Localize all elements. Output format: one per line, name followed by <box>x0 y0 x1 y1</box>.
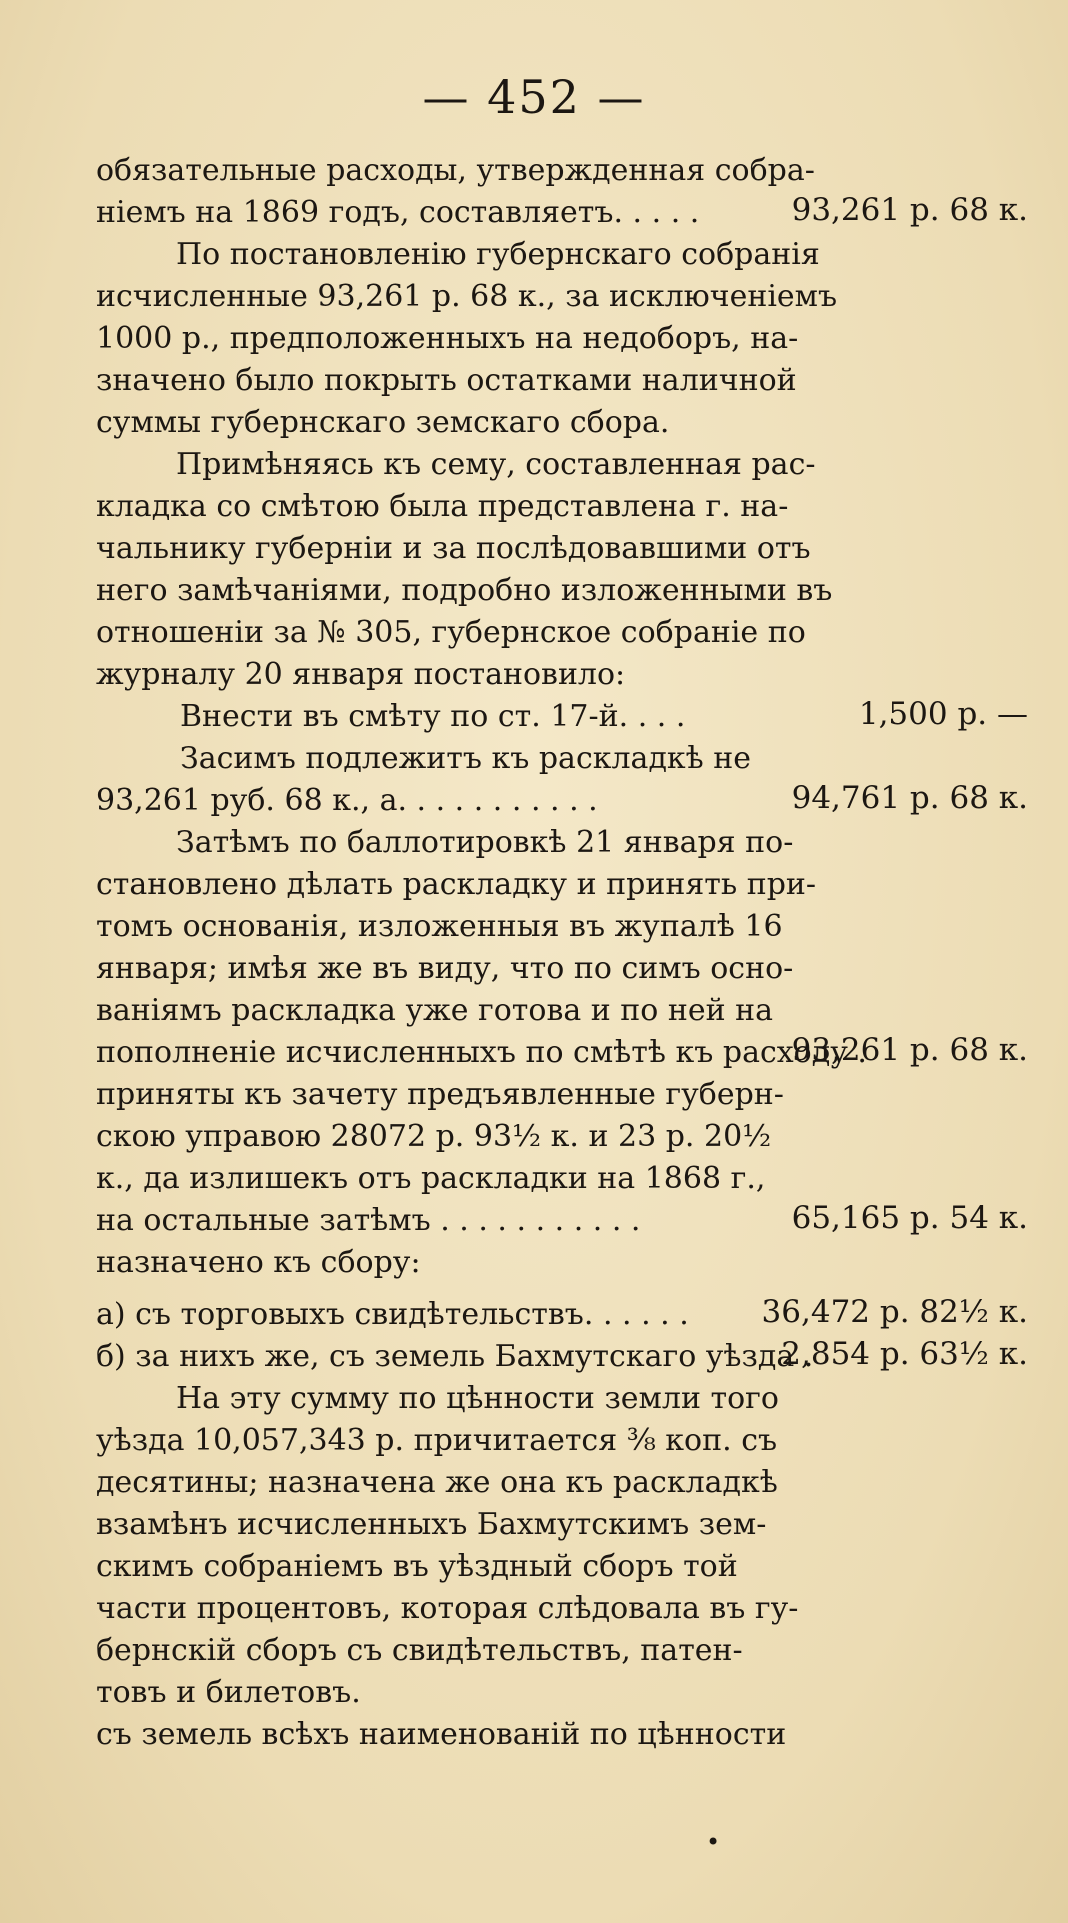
text-line: взамѣнъ исчисленныхъ Бахмутскимъ зем- <box>96 1507 767 1542</box>
text-line: съ земель всѣхъ наименованій по цѣнности <box>96 1717 787 1752</box>
text-line: приняты къ зачету предъявленные губерн- <box>96 1077 784 1112</box>
page-number: — 452 — <box>422 70 646 124</box>
text-line: пополненіе исчисленныхъ по смѣтѣ къ расходу . <box>96 1035 867 1070</box>
text-line: бернскій сборъ съ свидѣтельствъ, патен- <box>96 1633 743 1668</box>
text-line: к., да излишекъ отъ раскладки на 1868 г., <box>96 1161 766 1196</box>
text-line: 93,261 руб. 68 к., а. . . . . . . . . . . <box>96 783 598 818</box>
text-line: а) съ торговыхъ свидѣтельствъ. . . . . . <box>96 1297 689 1332</box>
text-line: десятины; назначена же она къ раскладкѣ <box>96 1465 778 1500</box>
text-line: на остальные затѣмъ . . . . . . . . . . . <box>96 1203 641 1238</box>
text-line: журналу 20 января постановило: <box>96 657 626 692</box>
text-line: томъ основанія, изложенныя въ жупалѣ 16 <box>96 909 783 944</box>
text-line: По постановленію губернскаго собранія <box>176 237 820 272</box>
text-line: уѣзда 10,057,343 р. причитается ⅜ коп. съ <box>96 1423 778 1458</box>
text-line: товъ и билетовъ. <box>96 1675 361 1710</box>
text-line: 1000 р., предположенныхъ на недоборъ, на- <box>96 321 799 356</box>
amount-value: 93,261 р. 68 к. <box>791 1032 1028 1068</box>
amount-value: 36,472 р. 82½ к. <box>761 1294 1028 1330</box>
body-text <box>96 150 867 1756</box>
text-line: ніемъ на 1869 годъ, составляетъ. . . . . <box>96 195 700 230</box>
text-line: Затѣмъ по баллотировкѣ 21 января по- <box>176 825 794 860</box>
amount-value: 94,761 р. 68 к. <box>791 780 1028 816</box>
amount-value: 1,500 р. — <box>858 696 1028 732</box>
amount-value: 65,165 р. 54 к. <box>791 1200 1028 1236</box>
text-line: назначено къ сбору: <box>96 1245 421 1280</box>
text-line: скимъ собраніемъ въ уѣздный сборъ той <box>96 1549 738 1584</box>
text-line: части процентовъ, которая слѣдовала въ гу- <box>96 1591 799 1626</box>
text-line: Примѣняясь къ сему, составленная рас- <box>176 447 816 482</box>
text-line: кладка со смѣтою была представлена г. на- <box>96 489 789 524</box>
text-line: б) за нихъ же, съ земель Бахмутскаго уѣзда . <box>96 1339 814 1374</box>
text-line: становлено дѣлать раскладку и принять при- <box>96 867 817 902</box>
amount-value: 2,854 р. 63½ к. <box>781 1336 1028 1372</box>
text-line: отношеніи за № 305, губернское собраніе по <box>96 615 806 650</box>
text-line: суммы губернскаго земскаго сбора. <box>96 405 670 440</box>
text-line: скою управою 28072 р. 93½ к. и 23 р. 20½ <box>96 1119 772 1154</box>
amount-value: 93,261 р. 68 к. <box>791 192 1028 228</box>
stray-mark: • <box>706 1828 721 1856</box>
text-line: обязательные расходы, утвержденная собра- <box>96 153 815 188</box>
text-line: исчисленные 93,261 р. 68 к., за исключеніемъ <box>96 279 838 314</box>
text-line: ваніямъ раскладка уже готова и по ней на <box>96 993 774 1028</box>
text-line: чальнику губерніи и за послѣдовавшими отъ <box>96 531 811 566</box>
text-line: На эту сумму по цѣнности земли того <box>176 1381 779 1416</box>
text-line: него замѣчаніями, подробно изложенными въ <box>96 573 833 608</box>
text-line: января; имѣя же въ виду, что по симъ осно- <box>96 951 794 986</box>
text-line: Засимъ подлежитъ къ раскладкѣ не <box>180 741 752 776</box>
text-line: Внести въ смѣту по ст. 17-й. . . . <box>180 699 686 734</box>
text-line: значено было покрыть остатками наличной <box>96 363 797 398</box>
